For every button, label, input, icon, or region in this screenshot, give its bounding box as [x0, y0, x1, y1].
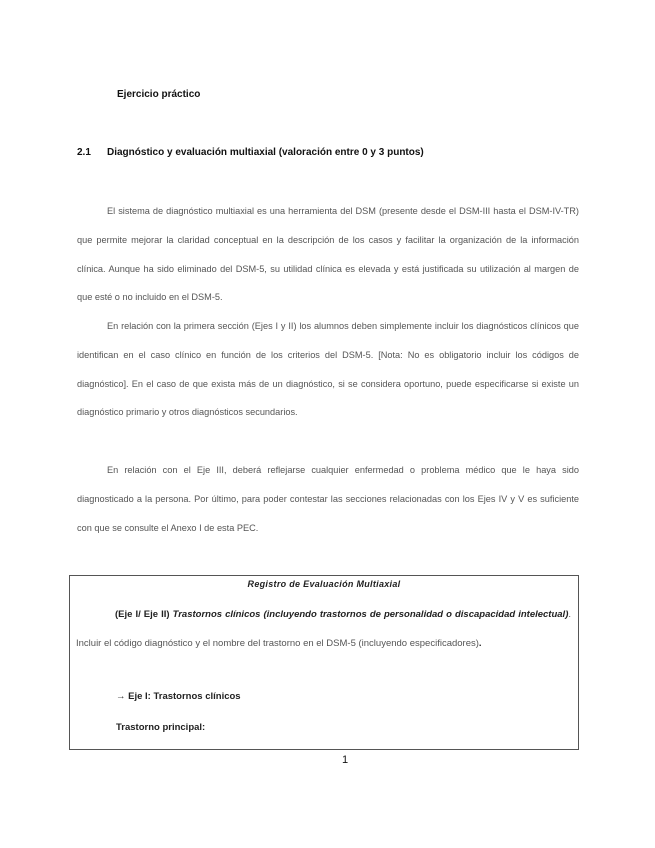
axis-one-label: → Eje I: Trastornos clínicos	[116, 691, 241, 702]
section-title: Diagnóstico y evaluación multiaxial (valoración entre 0 y 3 puntos)	[107, 147, 424, 158]
paragraph-text: El sistema de diagnóstico multiaxial es una herramienta del DSM (presente desde el DSM-III hasta el DSM-IV-TR) que permite mejorar la claridad conceptual en la descripción de los casos y facilitar la organización de la información clínica. Aunque ha sido eliminado del DSM-5, su utilidad clínica es elevada y está justificada su utilización al margen de que esté o no incluido en el DSM-5.	[77, 206, 579, 303]
box-title: Registro de Evaluación Multiaxial	[247, 579, 401, 589]
paragraph-text: En relación con la primera sección (Ejes I y II) los alumnos deben simplemente incluir los diagnósticos clínicos que identifican en el caso clínico en función de los criterios del DSM-5. [Nota: No es obligatorio incluir los códigos de diagnóstico]. En el caso de que exista más de un diagnóstico, si se considera oportuno, puede especificarse si existe un diagnóstico primario y otros diagnósticos secundarios.	[77, 321, 579, 418]
axis-instructions: . Incluir el código diagnóstico y el nombre del trastorno en el DSM-5 (incluyendo especificadores)	[76, 609, 571, 649]
exercise-heading: Ejercicio práctico	[117, 89, 201, 100]
multiaxial-record-box	[69, 575, 579, 750]
paragraph-text: En relación con el Eje III, deberá reflejarse cualquier enfermedad o problema médico que le haya sido diagnosticado a la persona. Por último, para poder contestar las secciones relacionadas con los Ejes IV y V es suficiente con que se consulte el Anexo I de esta PEC.	[77, 465, 579, 533]
axis-title: Trastornos clínicos (incluyendo trastornos de personalidad o discapacidad intelectual)	[172, 609, 569, 620]
principal-disorder-label: Trastorno principal:	[116, 722, 206, 733]
paragraph-axes-i-ii	[77, 312, 579, 427]
axis-instructions-end: .	[478, 638, 482, 649]
axis-label: (Eje I/ Eje II)	[115, 609, 170, 620]
box-instructions	[76, 600, 571, 658]
paragraph-multiaxial-intro	[77, 197, 579, 312]
section-number: 2.1	[77, 147, 91, 158]
page-number: 1	[342, 754, 349, 766]
paragraph-axes-iii-v	[77, 456, 579, 542]
